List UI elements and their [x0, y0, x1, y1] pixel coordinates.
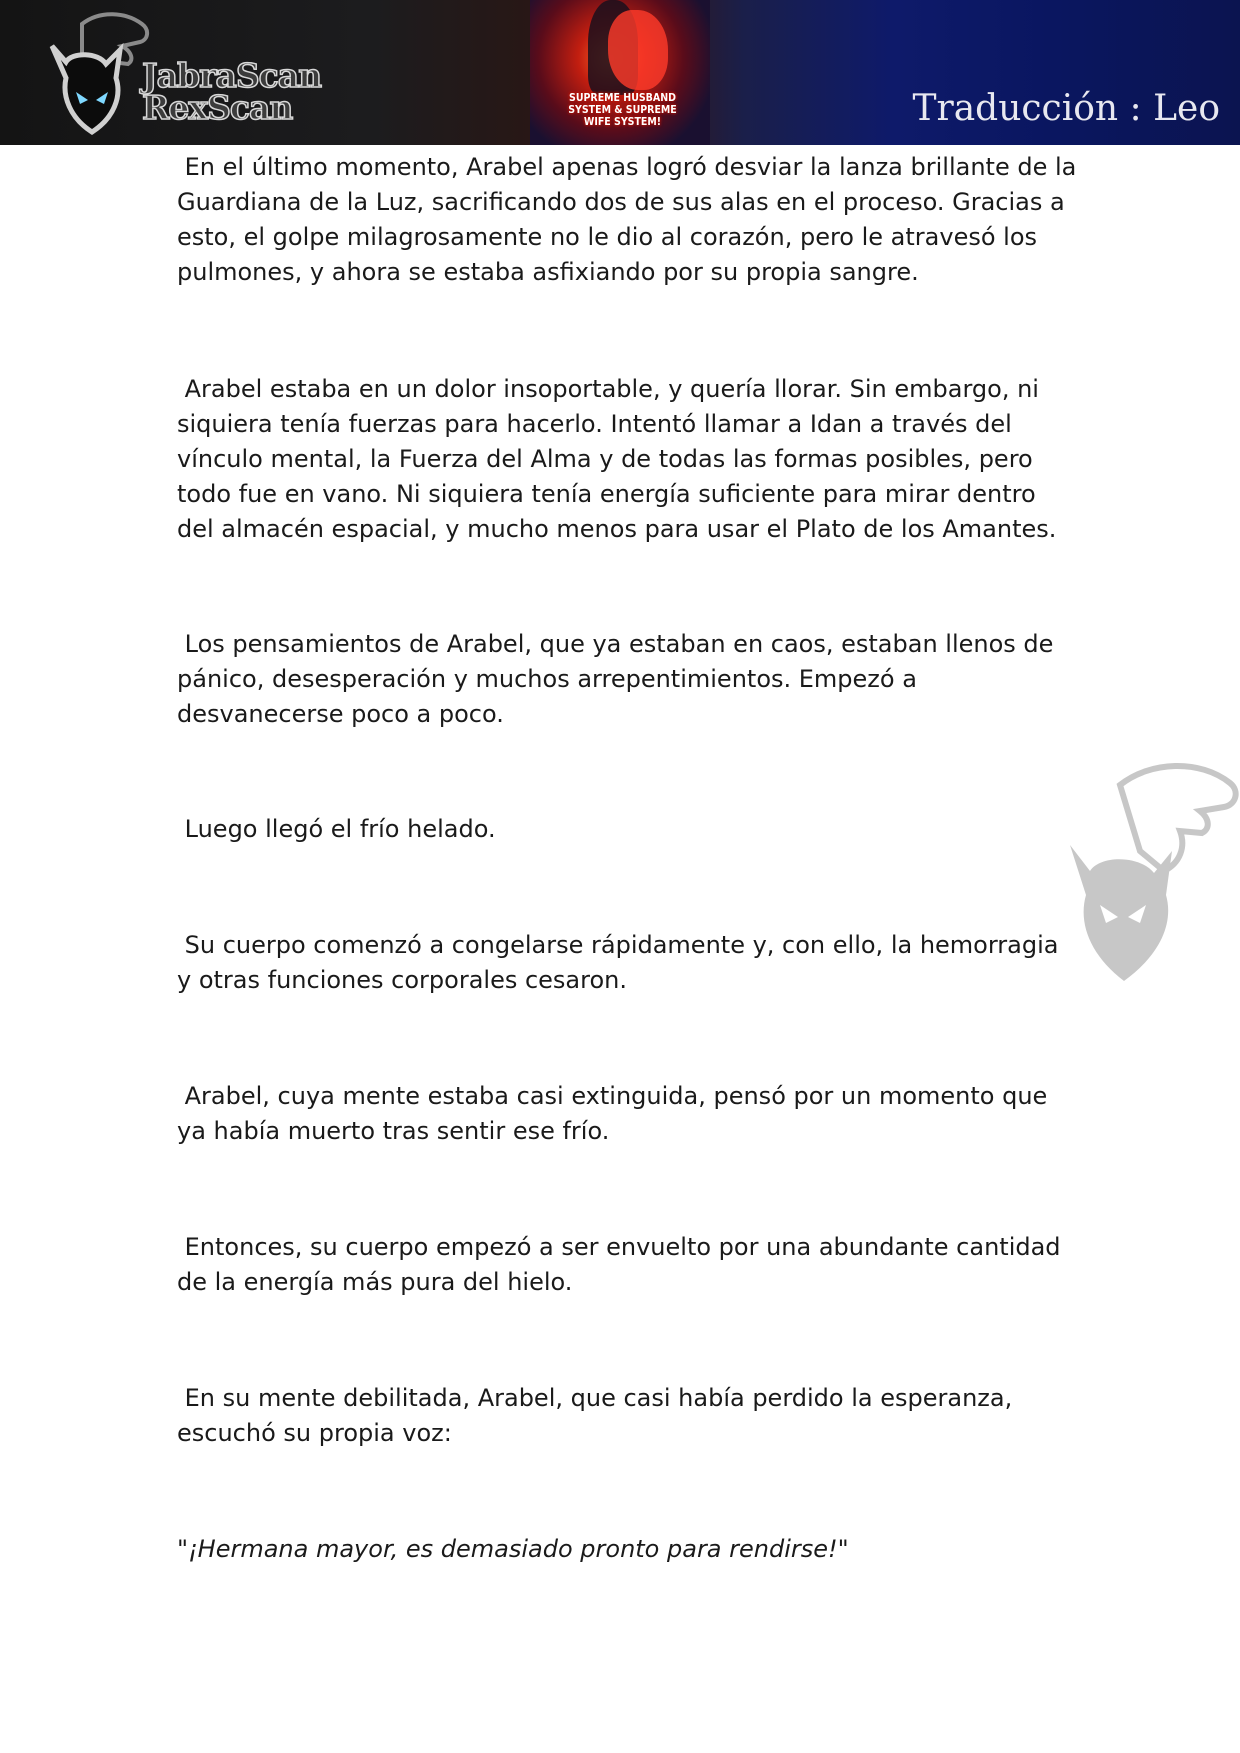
- paragraph: Luego llegó el frío helado.: [177, 815, 496, 843]
- dinosaur-watermark-icon: [1060, 755, 1240, 985]
- paragraph: Su cuerpo comenzó a congelarse rápidamente y, con ello, la hemorragia y otras funciones corporales cesaron.: [177, 931, 1067, 994]
- paragraph: Arabel estaba en un dolor insoportable, y quería llorar. Sin embargo, ni siquiera tenía fuerzas para hacerlo. Intentó llamar a Idan a través del vínculo mental, la Fuerza del Alma y de todas las formas posibles, pero todo fue en vano. Ni siquiera tenía energía suficiente para mirar dentro del almacén espacial, y mucho menos para usar el Plato de los Amantes.: [177, 375, 1057, 543]
- dialogue-quote: "¡Hermana mayor, es demasiado pronto para rendirse!": [177, 1535, 849, 1563]
- paragraph: Entonces, su cuerpo empezó a ser envuelto por una abundante cantidad de la energía más pura del hielo.: [177, 1233, 1069, 1296]
- logo-line-2: RexScan: [142, 88, 293, 127]
- cover-hair: [608, 10, 668, 90]
- dinosaur-logo-icon: [22, 6, 162, 138]
- paragraph: Arabel, cuya mente estaba casi extinguida, pensó por un momento que ya había muerto tras sentir ese frío.: [177, 1082, 1055, 1145]
- cover-title: SUPREME HUSBAND SYSTEM & SUPREME WIFE SYSTEM!: [568, 92, 677, 128]
- header-banner: [0, 0, 1240, 145]
- site-logo: [142, 56, 322, 127]
- logo-line-1: JabraScan: [142, 56, 322, 95]
- translator-credit: Traducción : Leo: [912, 88, 1220, 129]
- paragraph: En el último momento, Arabel apenas logró desviar la lanza brillante de la Guardiana de la Luz, sacrificando dos de sus alas en el proceso. Gracias a esto, el golpe milagrosamente no le dio al corazón, pero le atravesó los pulmones, y ahora se estaba asfixiando por su propia sangre.: [177, 153, 1084, 286]
- paragraph: En su mente debilitada, Arabel, que casi había perdido la esperanza, escuchó su propia voz:: [177, 1384, 1020, 1447]
- paragraph: Los pensamientos de Arabel, que ya estaban en caos, estaban llenos de pánico, desesperación y muchos arrepentimientos. Empezó a desvanecerse poco a poco.: [177, 630, 1062, 728]
- novel-cover-image: [530, 0, 710, 145]
